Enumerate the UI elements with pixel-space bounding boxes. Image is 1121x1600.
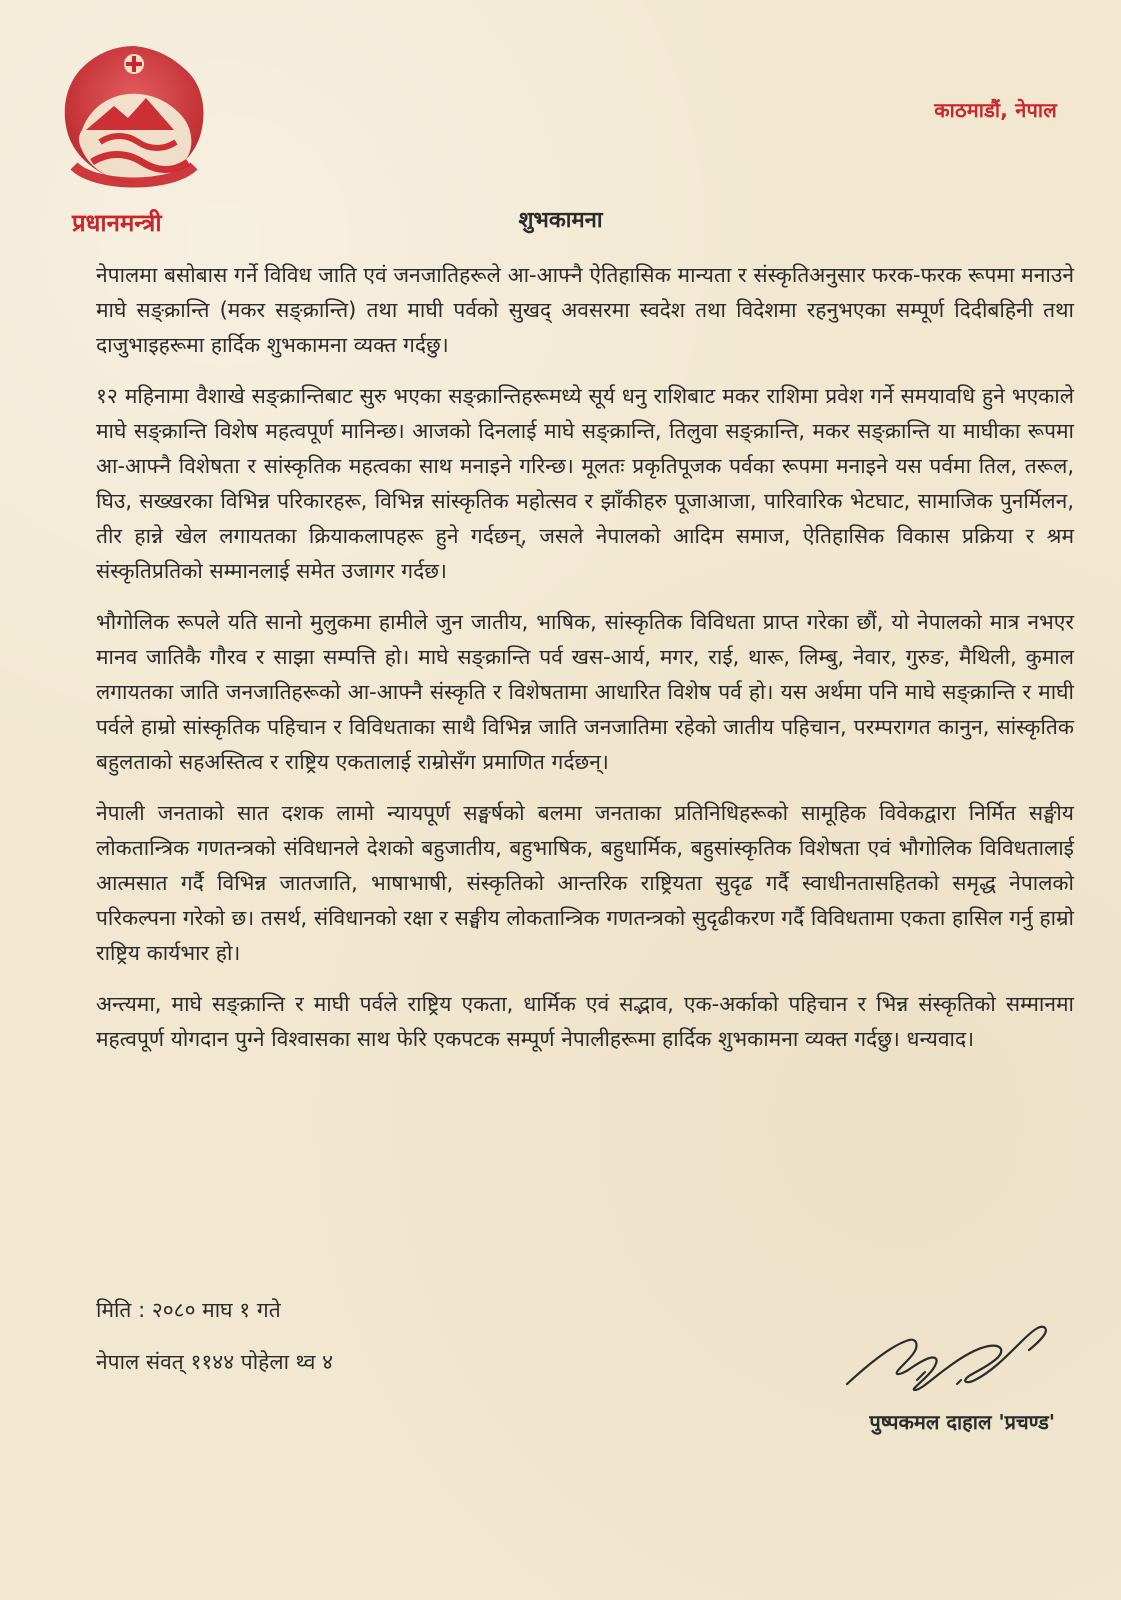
- message-body: [96, 258, 1074, 1073]
- paragraph-1: नेपालमा बसोबास गर्ने विविध जाति एवं जनजातिहरूले आ-आफ्नै ऐतिहासिक मान्यता र संस्कृतिअनुसार फरक-फरक रूपमा मनाउने माघे सङ्क्रान्ति (मकर सङ्क्रान्ति) तथा माघी पर्वको सुखद् अवसरमा स्वदेश तथा विदेशमा रहनुभएका सम्पूर्ण दिदीबहिनी तथा दाजुभाइहरूमा हार्दिक शुभकामना व्यक्त गर्दछु।: [96, 263, 1074, 357]
- location-text: काठमाडौं, नेपाल: [934, 98, 1057, 122]
- paragraph-3: भौगोलिक रूपले यति सानो मुलुकमा हामीले जुन जातीय, भाषिक, सांस्कृतिक विविधता प्राप्त गरेका छौं, यो नेपालको मात्र नभएर मानव जातिकै गौरव र साझा सम्पत्ति हो। माघे सङ्क्रान्ति पर्व खस-आर्य, मगर, राई, थारू, लिम्बु, नेवार, गुरुङ, मैथिली, कुमाल लगायतका जाति जनजातिहरूको आ-आफ्नै संस्कृति र विशेषतामा आधारित विशेष पर्व हो। यस अर्थमा पनि माघे सङ्क्रान्ति र माघी पर्वले हाम्रो सांस्कृतिक पहिचान र विविधताका साथै विभिन्न जाति जनजातिमा रहेको जातीय पहिचान, परम्परागत कानुन, सांस्कृतिक बहुलताको सहअस्तित्व र राष्ट्रिय एकतालाई राम्रोसँग प्रमाणित गर्दछन्।: [96, 610, 1074, 774]
- nepal-samvat-line: नेपाल संवत् ११४४ पोहेला थ्व ४: [96, 1350, 334, 1374]
- paragraph-5: अन्त्यमा, माघे सङ्क्रान्ति र माघी पर्वले राष्ट्रिय एकता, धार्मिक एवं सद्भाव, एक-अर्काको पहिचान र भिन्न संस्कृतिको सम्मानमा महत्वपूर्ण योगदान पुग्ने विश्वासका साथ फेरि एकपटक सम्पूर्ण नेपालीहरूमा हार्दिक शुभकामना व्यक्त गर्दछु। धन्यवाद।: [96, 992, 1074, 1051]
- paragraph-4: नेपाली जनताको सात दशक लामो न्यायपूर्ण सङ्घर्षको बलमा जनताका प्रतिनिधिहरूको सामूहिक विवेकद्वारा निर्मित सङ्घीय लोकतान्त्रिक गणतन्त्रको संविधानले देशको बहुजातीय, बहुभाषिक, बहुधार्मिक, बहुसांस्कृतिक विशेषता एवं भौगोलिक विविधतालाई आत्मसात गर्दै विभिन्न जातजाति, भाषाभाषी, संस्कृतिको आन्तरिक राष्ट्रियता सुदृढ गर्दै स्वाधीनतासहितको समृद्ध नेपालको परिकल्पना गरेको छ। तसर्थ, संविधानको रक्षा र सङ्घीय लोकतान्त्रिक गणतन्त्रको सुदृढीकरण गर्दै विविधतामा एकता हासिल गर्नु हाम्रो राष्ट्रिय कार्यभार हो।: [96, 801, 1074, 965]
- date-block: [96, 1292, 333, 1396]
- nepal-emblem-icon: [56, 38, 212, 194]
- paragraph-2: १२ महिनामा वैशाखे सङ्क्रान्तिबाट सुरु भएका सङ्क्रान्तिहरूमध्ये सूर्य धनु राशिबाट मकर राशिमा प्रवेश गर्ने समयावधि हुने भएकाले माघे सङ्क्रान्ति विशेष महत्वपूर्ण मानिन्छ। आजको दिनलाई माघे सङ्क्रान्ति, तिलुवा सङ्क्रान्ति, मकर सङ्क्रान्ति या माघीका रूपमा आ-आफ्नै विशेषता र सांस्कृतिक महत्वका साथ मनाइने गरिन्छ। मूलतः प्रकृतिपूजक पर्वका रूपमा मनाइने यस पर्वमा तिल, तरूल, घिउ, सख्खरका विभिन्न परिकारहरू, विभिन्न सांस्कृतिक महोत्सव र झाँकीहरु पूजाआजा, पारिवारिक भेटघाट, सामाजिक पुनर्मिलन, तीर हान्ने खेल लगायतका क्रियाकलापहरू हुने गर्दछन्, जसले नेपालको आदिम समाज, ऐतिहासिक विकास प्रक्रिया र श्रम संस्कृतिप्रतिको सम्मानलाई समेत उजागर गर्दछ।: [96, 384, 1074, 583]
- date-line: मिति : २०८० माघ १ गते: [96, 1298, 281, 1322]
- office-title: प्रधानमन्त्री: [72, 209, 162, 237]
- document-title: शुभकामना: [518, 208, 603, 233]
- signature-image: [807, 1298, 1067, 1400]
- signer-name: पुष्पकमल दाहाल 'प्रचण्ड': [869, 1410, 1055, 1434]
